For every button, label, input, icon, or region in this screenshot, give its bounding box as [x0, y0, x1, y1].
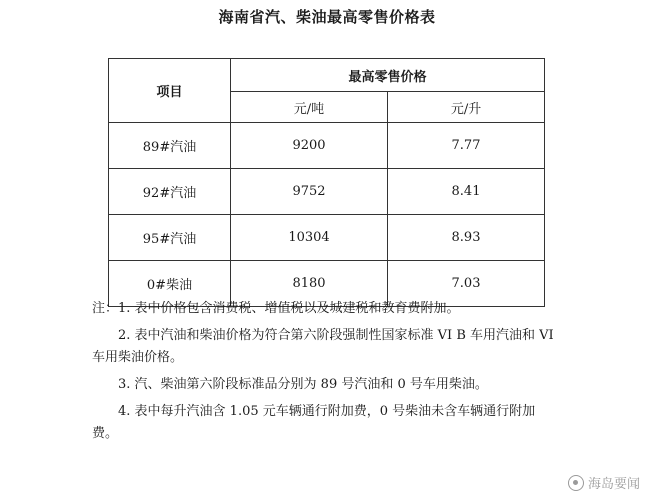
unit-liter-header: 元/升: [388, 92, 545, 123]
price-group-header: 最高零售价格: [231, 59, 545, 92]
table-row: [109, 123, 545, 169]
table-row: [109, 169, 545, 215]
item-header: 项目: [109, 59, 231, 123]
price-per-liter-cell: 8.41: [388, 169, 545, 215]
page-title: 海南省汽、柴油最高零售价格表: [218, 8, 436, 26]
notes-section: [92, 298, 557, 450]
price-table: [108, 58, 545, 307]
price-per-liter-cell: 8.93: [388, 215, 545, 261]
watermark-text: 海岛要闻: [587, 477, 640, 492]
item-cell: 95#汽油: [109, 215, 231, 261]
price-per-ton-cell: 8180: [231, 261, 388, 307]
table-row: [109, 215, 545, 261]
note-4: 4. 表中每升汽油含 1.05 元车辆通行附加费，0 号柴油未含车辆通行附加费。: [92, 404, 536, 441]
note-2: 2. 表中汽油和柴油价格为符合第六阶段强制性国家标准 VI B 车用汽油和 VI 车用柴油价格。: [92, 328, 554, 365]
item-cell: 0#柴油: [109, 261, 231, 307]
note-3: 3. 汽、柴油第六阶段标准品分别为 89 号汽油和 0 号车用柴油。: [118, 377, 488, 392]
item-cell: 89#汽油: [109, 123, 231, 169]
note-1: 注：1. 表中价格包含消费税、增值税以及城建税和教育费附加。: [92, 301, 460, 316]
watermark: [568, 473, 640, 492]
price-per-ton-cell: 9752: [231, 169, 388, 215]
price-per-ton-cell: 9200: [231, 123, 388, 169]
item-cell: 92#汽油: [109, 169, 231, 215]
price-per-liter-cell: 7.77: [388, 123, 545, 169]
unit-ton-header: 元/吨: [231, 92, 388, 123]
price-per-liter-cell: 7.03: [388, 261, 545, 307]
weibo-logo-icon: [568, 475, 584, 491]
price-per-ton-cell: 10304: [231, 215, 388, 261]
table-header-row: [109, 59, 545, 92]
